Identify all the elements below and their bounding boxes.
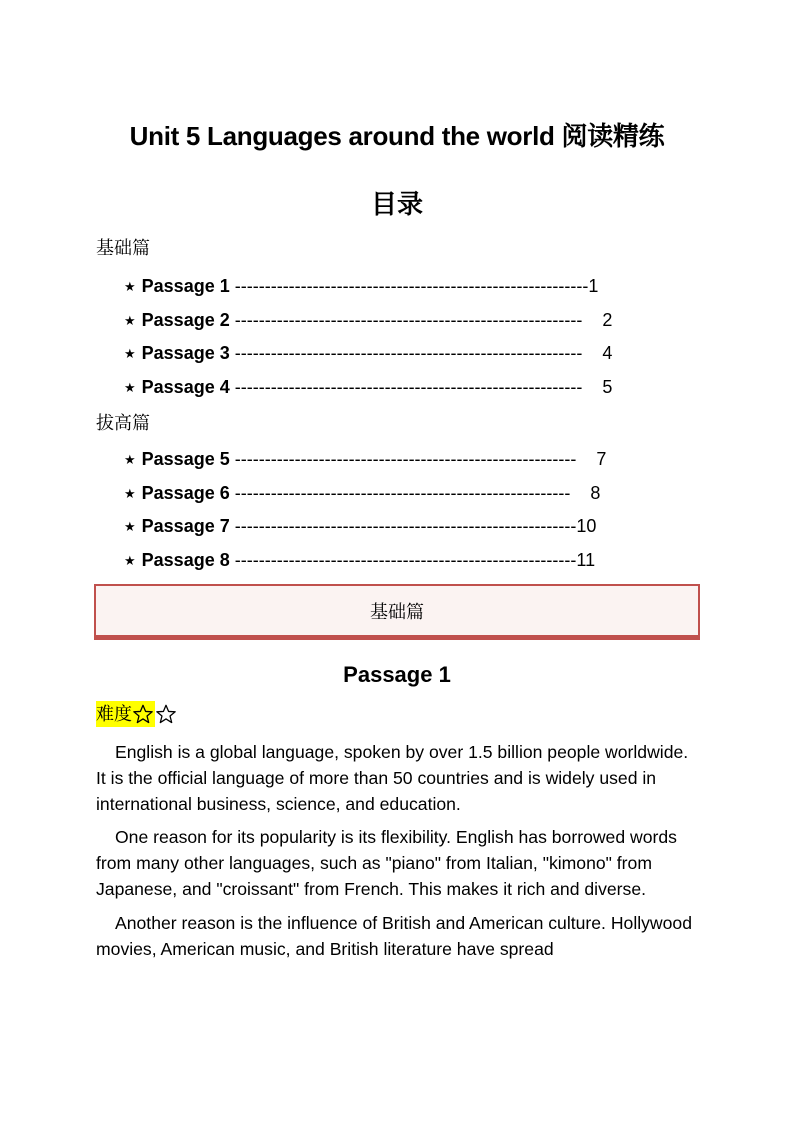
passage-paragraph: Another reason is the influence of British and American culture. Hollywood movies, American music, and British literature have spread (96, 912, 692, 959)
passage-paragraph: English is a global language, spoken by over 1.5 billion people worldwide. It is the official language of more than 50 countries and is widely used in international business, science, and education. (96, 742, 689, 814)
star-bullet-icon: ★ (124, 279, 136, 294)
difficulty-label: 难度 (96, 704, 132, 724)
star-bullet-icon: ★ (124, 452, 136, 467)
passage-paragraph: One reason for its popularity is its flexibility. English has borrowed words from many other languages, such as "piano" from Italian, "kimono" from Japanese, and "croissant" from French. This makes it rich and diverse. (96, 827, 677, 899)
star-outline-icon (132, 703, 154, 725)
toc-page-number: 2 (602, 309, 613, 330)
toc-leader: ---------------------------------------------------------- (229, 376, 603, 397)
star-bullet-icon: ★ (124, 519, 136, 535)
toc-list-advanced (124, 443, 606, 577)
difficulty-rating (96, 701, 177, 727)
star-bullet-icon: ★ (124, 346, 136, 362)
toc-item[interactable] (124, 477, 606, 511)
toc-leader: -------------------------------------------------------- (229, 482, 591, 503)
toc-item[interactable] (124, 270, 612, 304)
toc-item[interactable] (124, 443, 606, 477)
toc-page-number: 7 (596, 449, 607, 469)
toc-item-name: Passage 2 (141, 309, 230, 330)
star-bullet-icon: ★ (124, 379, 136, 395)
toc-item[interactable] (124, 510, 606, 544)
section-banner (94, 584, 700, 640)
toc-page-number: 8 (590, 482, 601, 503)
toc-item-name: Passage 8 (141, 549, 230, 570)
toc-leader: ---------------------------------------------------------- (229, 309, 603, 330)
star-outline-icon (155, 703, 177, 725)
star-bullet-icon: ★ (124, 552, 136, 568)
toc-page-number: 1 (588, 276, 599, 296)
toc-item[interactable] (124, 371, 612, 405)
toc-leader: --------------------------------------------------------- (229, 449, 597, 469)
star-bullet-icon: ★ (124, 485, 136, 501)
toc-item-name: Passage 5 (141, 449, 230, 469)
toc-item[interactable] (124, 337, 612, 371)
toc-leader: ----------------------------------------------------------- (229, 276, 589, 296)
toc-leader: --------------------------------------------------------- (229, 516, 577, 537)
toc-list-basic (124, 270, 612, 404)
document-title: Unit 5 Languages around the world 阅读精练 (129, 121, 665, 151)
passage-body (96, 740, 700, 970)
toc-leader: ---------------------------------------------------------- (229, 343, 603, 364)
toc-section-label-advanced: 拔高篇 (96, 413, 150, 433)
toc-item-name: Passage 1 (141, 276, 230, 296)
toc-leader: --------------------------------------------------------- (229, 549, 577, 570)
toc-item-name: Passage 6 (141, 482, 230, 503)
toc-item-name: Passage 3 (141, 343, 230, 364)
toc-section-label-basic: 基础篇 (96, 238, 150, 258)
difficulty-highlight (96, 701, 155, 727)
toc-item[interactable] (124, 304, 612, 338)
toc-page-number: 5 (602, 376, 613, 397)
section-banner-label: 基础篇 (370, 601, 424, 622)
toc-heading: 目录 (370, 189, 423, 219)
toc-item[interactable] (124, 544, 606, 578)
toc-page-number: 4 (602, 343, 613, 364)
toc-page-number: 10 (576, 516, 597, 537)
toc-item-name: Passage 7 (141, 516, 230, 537)
star-bullet-icon: ★ (124, 312, 136, 328)
passage-title: Passage 1 (343, 662, 451, 687)
toc-page-number: 11 (576, 549, 596, 570)
toc-item-name: Passage 4 (141, 376, 230, 397)
